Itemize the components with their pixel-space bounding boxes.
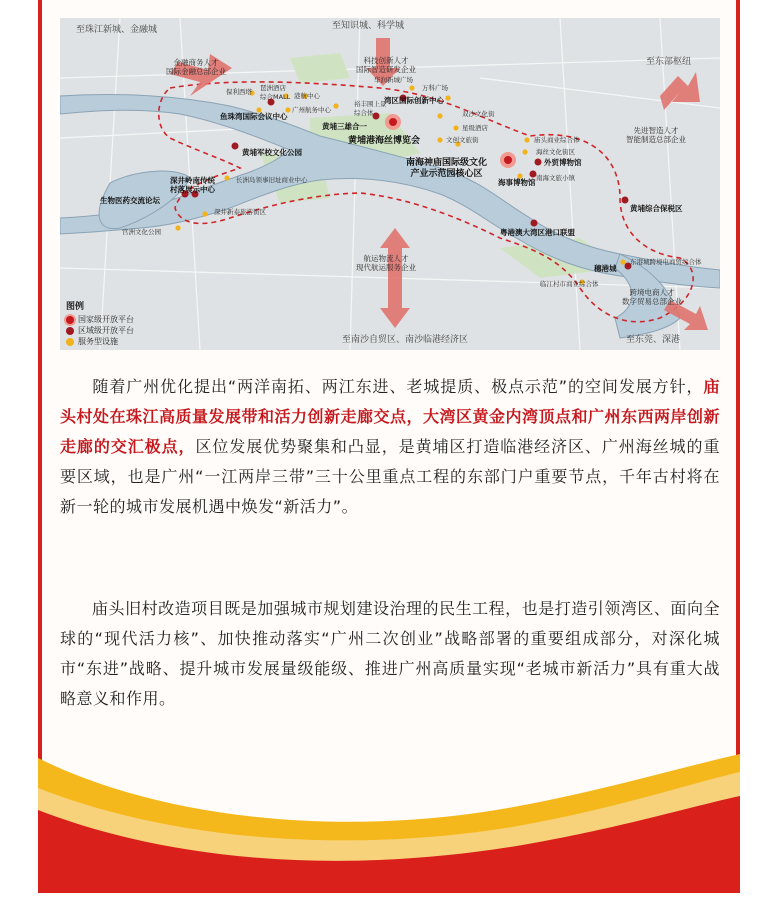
platform-label: 外贸博物馆 (544, 158, 582, 167)
service-label: 长洲岛领事旧址商业中心 (236, 176, 308, 184)
location-map (60, 18, 720, 350)
legend-row-national (66, 314, 134, 325)
service-label: 文创文旅街 (446, 136, 479, 144)
legend-row-region (66, 325, 134, 336)
service-label: 双沙文化街 (462, 110, 495, 118)
service-label: 南海文旅小镇 (536, 174, 575, 182)
area-label-ecommerce: 跨境电商人才 数字贸易总部企业 (622, 288, 682, 306)
legend-title: 图例 (66, 302, 85, 312)
paragraph-1-text-b: 区位发展优势聚集和凸显，是黄埔区打造临港经济区、广州海丝城的重要区域，也是广州“一江两岸三带”三十公里重点工程的东部门户重要节点，千年古村将在新一轮的城市发展机遇中焕发“新活力”。 (60, 437, 720, 516)
service-facility-icon (66, 338, 74, 346)
service-label: 港航中心 (294, 92, 320, 100)
paragraph-2 (60, 594, 720, 714)
direction-south-label: 至南沙自贸区、南沙临港经济区 (342, 335, 469, 345)
service-label: 广州航务中心 (292, 106, 331, 114)
service-label: 裕丰围上景 综合体 (354, 100, 387, 117)
service-label: 星级酒店 (462, 124, 488, 132)
legend-label: 国家级开放平台 (78, 315, 134, 324)
service-label: 庙头商业综合体 (534, 136, 580, 144)
direction-north-label: 至知识城、科学城 (332, 21, 405, 31)
area-label-finance: 金融商务人才 国际金融总部企业 (166, 58, 226, 76)
service-label: 临江村市商业综合体 (540, 280, 599, 288)
service-label: 东港城跨境电商贸综合体 (630, 258, 702, 266)
paragraph-1-text-a: 随着广州优化提出“两洋南拓、两江东进、老城提质、极点示范”的空间发展方针， (92, 377, 704, 396)
platform-label: 黄埔综合保税区 (630, 204, 683, 213)
bottom-margin (0, 893, 780, 921)
area-label-tech: 科技创新人才 国际智造研发企业 (356, 56, 416, 74)
map-legend (66, 299, 134, 347)
service-label: 深井新泰旅游街区 (214, 208, 266, 216)
platform-label: 深井岭南传统 村落展示中心 (170, 176, 215, 194)
service-label: 保利西塔 (226, 88, 252, 96)
platform-label: 黄埔三雄合一 (322, 122, 367, 131)
area-label-manufacturing: 先进智造人才 智能制造总部企业 (626, 126, 686, 144)
platform-label-national: 黄埔港海丝博览会 (348, 136, 421, 146)
service-label: 海丝文化街区 (536, 148, 575, 156)
national-platform-icon (66, 316, 74, 324)
platform-label: 湾区国际创新中心 (384, 96, 444, 105)
service-label: 华润新城广场 (374, 76, 413, 84)
service-label: 官洲文化公园 (122, 228, 161, 236)
region-platform-icon (66, 327, 74, 335)
service-label: 琶洲酒店 综合MALL (260, 84, 291, 101)
platform-label: 海事博物馆 (498, 178, 536, 187)
platform-label-national: 南海神庙国际级文化 产业示范园核心区 (406, 158, 488, 179)
service-label: 万科广场 (422, 84, 448, 92)
direction-southeast-label: 至东莞、深港 (626, 335, 681, 345)
platform-label: 穗港城 (594, 264, 617, 273)
legend-label: 服务型设施 (78, 337, 118, 346)
area-label-shipping: 航运物流人才 现代航运服务企业 (356, 254, 416, 272)
legend-label: 区域级开放平台 (78, 326, 134, 335)
platform-label: 黄埔军校文化公园 (242, 148, 302, 157)
paragraph-2-text: 庙头旧村改造项目既是加强城市规划建设治理的民生工程，也是打造引领湾区、面向全球的“现代活力核”、加快推动落实“广州二次创业”战略部署的重要组成部分，对深化城市“东进”战略、提升城市发展量级能级、推进广州高质量实现“老城市新活力”具有重大战略意义和作用。 (60, 599, 720, 708)
paragraph-1-highlight: 庙头村处在珠江高质量发展带和活力创新走廊交点，大湾区黄金内湾顶点和广州东西两岸创新走廊的交汇极点， (60, 377, 721, 456)
legend-row-service (66, 336, 134, 347)
bottom-wave-decoration (38, 748, 740, 893)
platform-label: 生物医药交流论坛 (100, 196, 160, 205)
paragraph-1 (60, 372, 720, 522)
direction-northeast-label: 至东部枢纽 (646, 57, 692, 67)
platform-label: 粤港澳大湾区港口联盟 (500, 228, 575, 237)
direction-northwest-label: 至珠江新城、金融城 (76, 25, 158, 35)
platform-label: 鱼珠湾国际会议中心 (220, 112, 288, 121)
